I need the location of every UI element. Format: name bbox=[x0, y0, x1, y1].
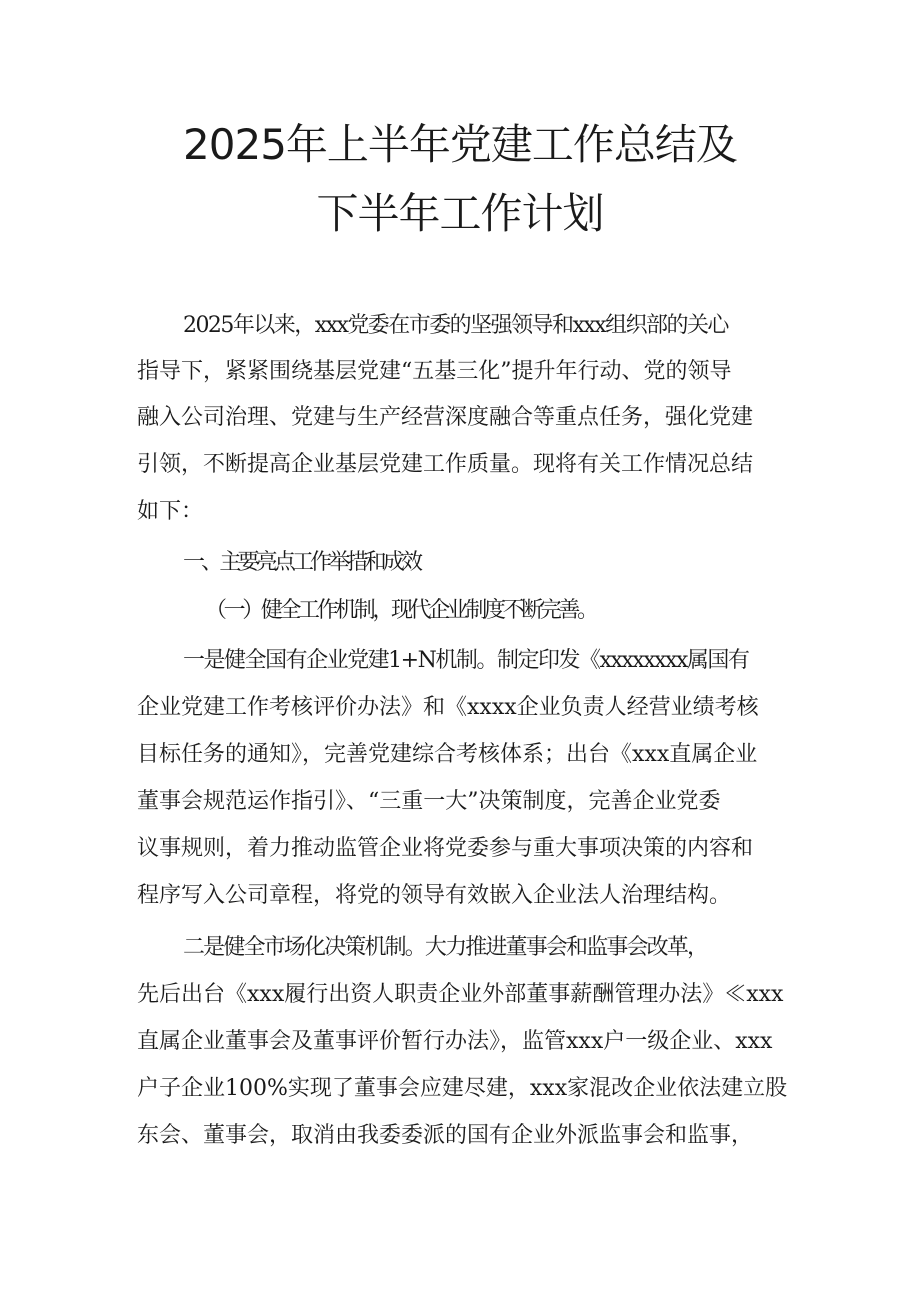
paragraph-line: 融入公司治理、党建与生产经营深度融合等重点任务，强化党建 bbox=[137, 405, 754, 430]
paragraph-line: 二是健全市场化决策机制。大力推进董事会和监事会改革， bbox=[183, 935, 708, 960]
document-title-line-2: 下半年工作计划 bbox=[316, 189, 604, 238]
paragraph-line: 一是健全国有企业党建1+N机制。制定印发《xxxxxxxx属国有 bbox=[183, 648, 749, 673]
paragraph-line: 目标任务的通知》，完善党建综合考核体系；出台《xxx直属企业 bbox=[137, 742, 758, 767]
paragraph-line: 企业党建工作考核评价办法》和《xxxx企业负责人经营业绩考核 bbox=[137, 695, 759, 720]
paragraph-line: 议事规则，着力推动监管企业将党委参与重大事项决策的内容和 bbox=[137, 836, 754, 861]
paragraph-line: 东会、董事会，取消由我委委派的国有企业外派监事会和监事， bbox=[137, 1123, 754, 1148]
paragraph-line: 程序写入公司章程，将党的领导有效嵌入企业法人治理结构。 bbox=[137, 883, 732, 908]
subsection-heading: （一）健全工作机制，现代企业制度不断完善。 bbox=[205, 598, 596, 623]
paragraph-line: 直属企业董事会及董事评价暂行办法》，监管xxx户一级企业、xxx bbox=[137, 1029, 773, 1054]
document-title-line-1: 2025年上半年党建工作总结及 bbox=[183, 120, 737, 169]
paragraph-line: 指导下，紧紧围绕基层党建“五基三化”提升年行动、党的领导 bbox=[137, 359, 732, 384]
paragraph-line: 如下： bbox=[137, 499, 204, 524]
paragraph-line: 户子企业100%实现了董事会应建尽建，xxx家混改企业依法建立股 bbox=[137, 1076, 788, 1101]
paragraph-line: 先后出台《xxx履行出资人职责企业外部董事薪酬管理办法》≪xxx bbox=[137, 982, 784, 1007]
paragraph-line: 董事会规范运作指引》、“三重一大”决策制度，完善企业党委 bbox=[137, 789, 721, 814]
paragraph-line: 2025年以来，xxx党委在市委的坚强领导和xxx组织部的关心 bbox=[183, 313, 728, 338]
paragraph-line: 引领，不断提高企业基层党建工作质量。现将有关工作情况总结 bbox=[137, 452, 754, 477]
section-heading: 一、主要亮点工作举措和成效 bbox=[183, 550, 420, 575]
